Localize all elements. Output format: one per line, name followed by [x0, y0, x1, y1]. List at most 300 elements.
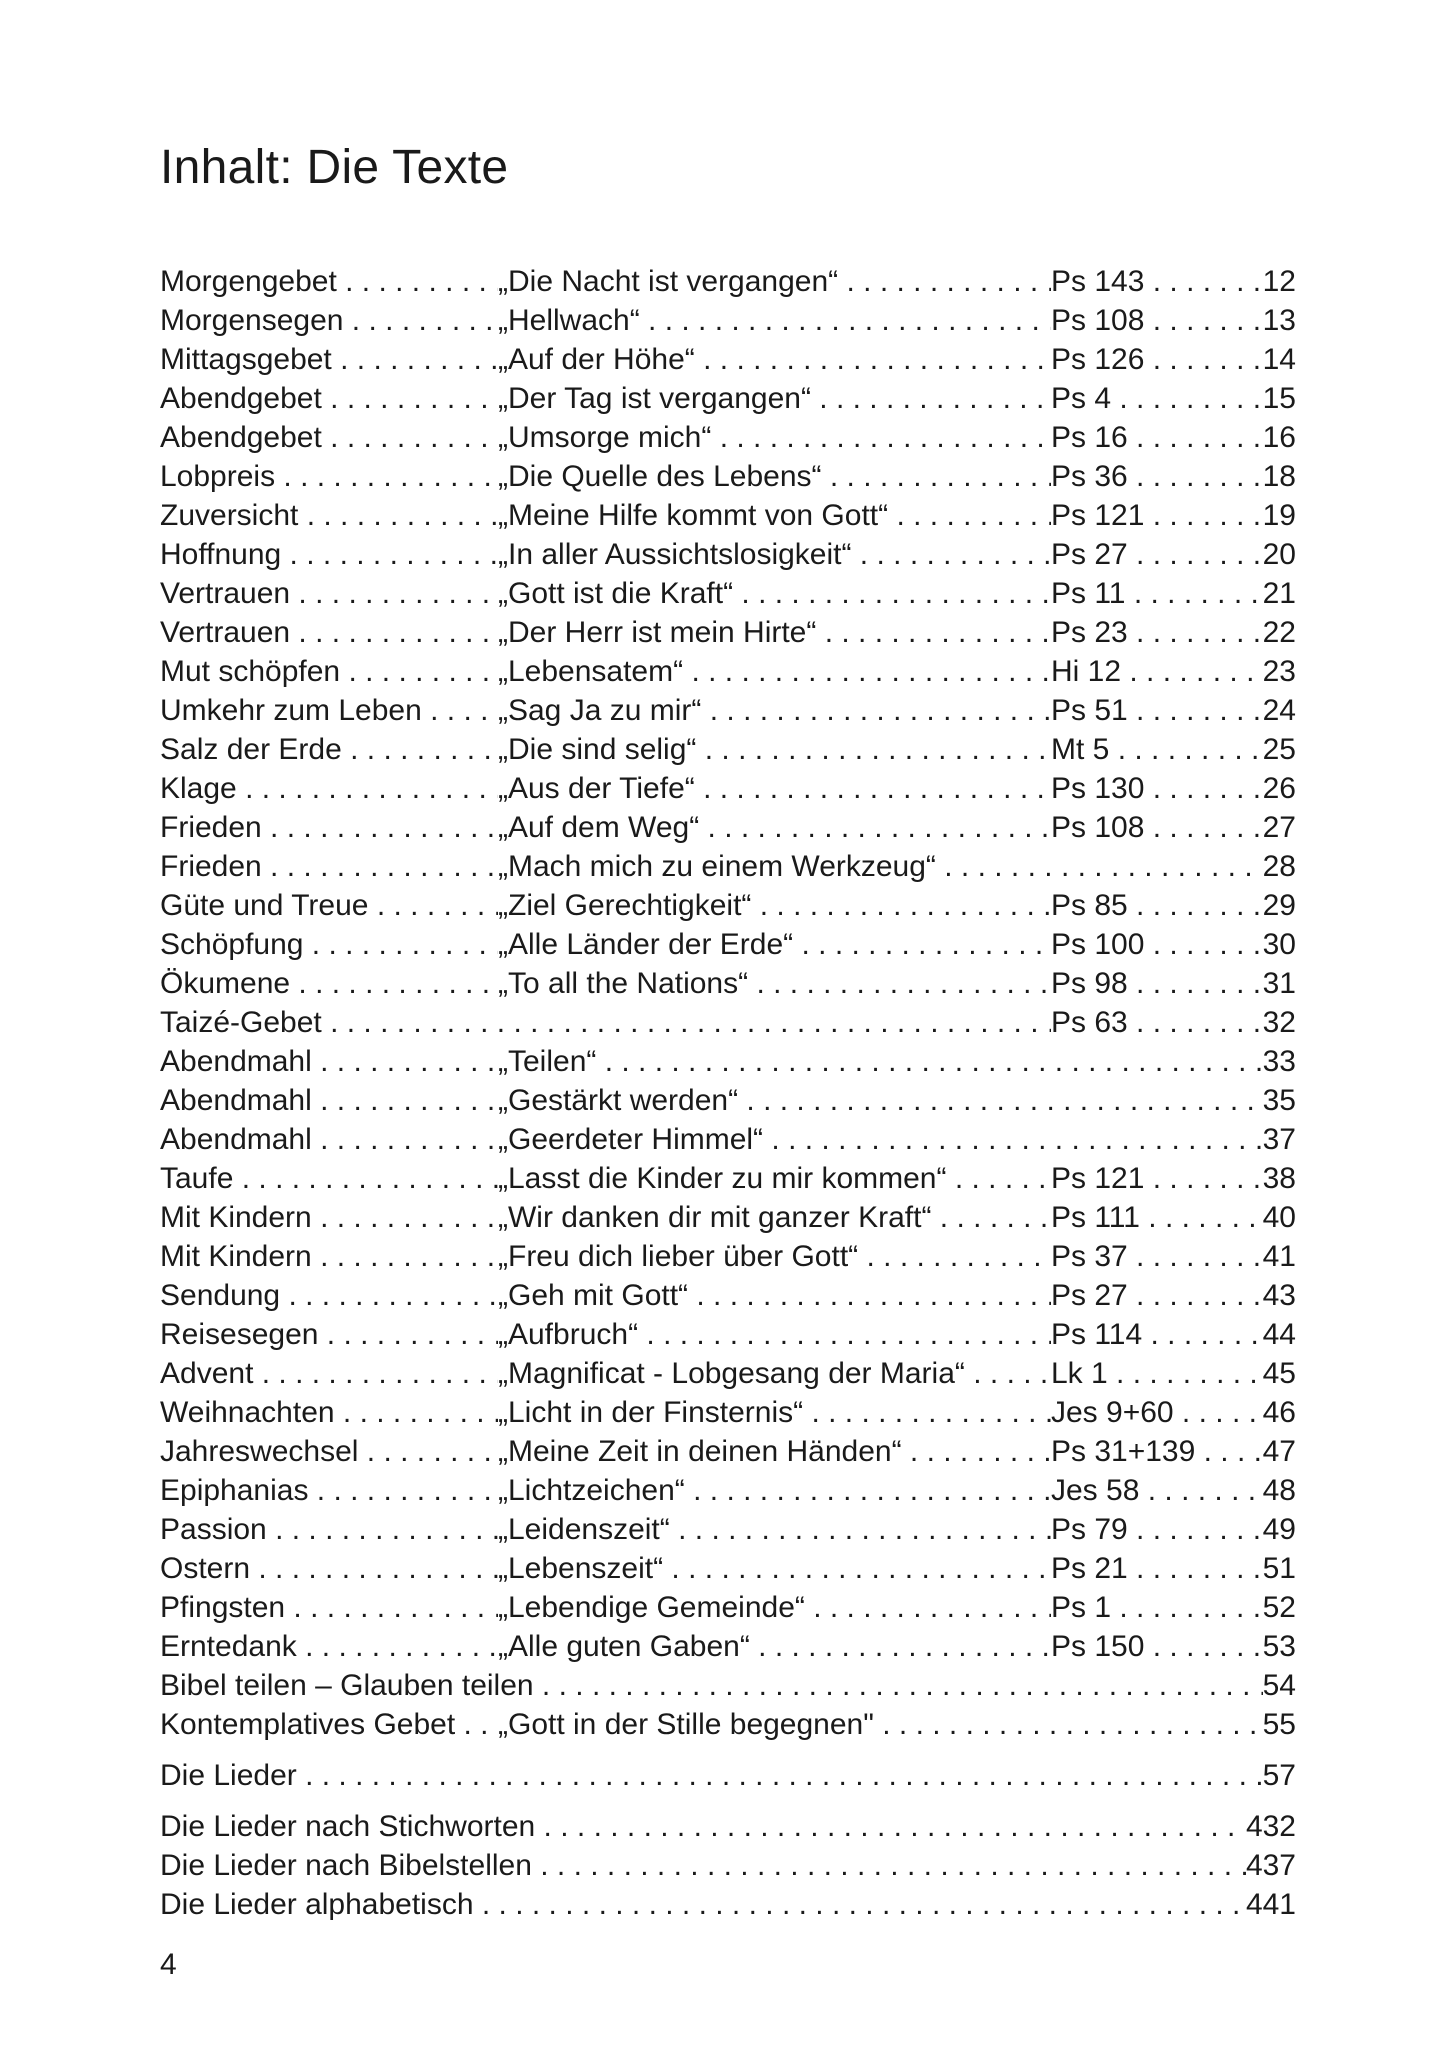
entry-page: 19 — [1262, 499, 1296, 532]
toc-column — [1051, 1354, 1263, 1393]
entry-topic: Umkehr zum Leben . . . — [160, 691, 498, 730]
entry-reference: Ps 114 . . . — [1051, 1315, 1263, 1354]
entry-page: 23 — [1262, 655, 1296, 688]
entry-topic: Mit Kindern . . . — [160, 1237, 498, 1276]
entry-topic: Schöpfung . . . — [160, 925, 498, 964]
toc-entry — [160, 301, 1296, 340]
entry-page: 49 — [1262, 1513, 1296, 1546]
toc-entry — [160, 1705, 1296, 1744]
entry-reference: Ps 23 . . . — [1051, 613, 1263, 652]
toc-column — [160, 613, 498, 652]
entry-reference: Hi 12 . . . — [1051, 652, 1263, 691]
entry-topic: Die Lieder nach Bibelstellen . . . — [160, 1846, 1246, 1885]
toc-column — [1051, 418, 1263, 457]
entry-text: „Meine Hilfe kommt von Gott“ . . . — [498, 496, 1051, 535]
toc-column — [1051, 340, 1263, 379]
entry-topic: Ostern . . . — [160, 1549, 498, 1588]
entry-topic: Hoffnung . . . — [160, 535, 498, 574]
toc-column — [160, 1627, 498, 1666]
toc-column — [498, 1510, 1051, 1549]
entry-page: 53 — [1262, 1630, 1296, 1663]
toc-column — [498, 691, 1051, 730]
toc-column — [160, 808, 498, 847]
entry-topic: Advent . . . — [160, 1354, 498, 1393]
entry-reference: Ps 121 . . . — [1051, 1159, 1263, 1198]
toc-entry — [160, 1549, 1296, 1588]
toc-column — [498, 964, 1051, 1003]
entry-text: „Ziel Gerechtigkeit“ . . . — [498, 886, 1051, 925]
entry-text: „Alle guten Gaben“ . . . — [498, 1627, 1051, 1666]
entry-topic: Die Lieder . . . — [160, 1756, 1263, 1795]
entry-reference: Ps 27 . . . — [1051, 1276, 1263, 1315]
entry-text: „Der Herr ist mein Hirte“ . . . — [498, 613, 1051, 652]
entry-topic: Jahreswechsel . . . — [160, 1432, 498, 1471]
toc-column — [160, 379, 498, 418]
entry-page: 30 — [1262, 928, 1296, 961]
toc-column — [160, 1276, 498, 1315]
toc-column — [498, 1159, 1051, 1198]
entry-page: 54 — [1262, 1669, 1296, 1702]
toc-column — [498, 262, 1051, 301]
toc-column — [160, 418, 498, 457]
entry-text: „Auf der Höhe“ . . . — [498, 340, 1051, 379]
entry-reference: Ps 63 . . . — [1051, 1003, 1263, 1042]
toc-entry — [160, 1885, 1296, 1924]
entry-topic: Weihnachten . . . — [160, 1393, 498, 1432]
toc-column — [1051, 1159, 1263, 1198]
entry-page: 44 — [1262, 1318, 1296, 1351]
toc-column — [160, 769, 498, 808]
toc-entry — [160, 340, 1296, 379]
toc-column — [498, 1120, 1263, 1159]
entry-reference: Ps 11 . . . — [1051, 574, 1263, 613]
toc-entry — [160, 1042, 1296, 1081]
entry-reference: Ps 51 . . . — [1051, 691, 1263, 730]
entry-page: 47 — [1262, 1435, 1296, 1468]
toc-entry — [160, 1807, 1296, 1846]
entry-page: 37 — [1262, 1123, 1296, 1156]
toc-column — [160, 1549, 498, 1588]
toc-entry — [160, 535, 1296, 574]
toc-column — [498, 1354, 1051, 1393]
entry-page: 14 — [1262, 343, 1296, 376]
entry-topic: Mut schöpfen . . . — [160, 652, 498, 691]
toc-column — [1051, 886, 1263, 925]
entry-topic: Abendmahl . . . — [160, 1042, 498, 1081]
entry-page: 27 — [1262, 811, 1296, 844]
toc-column — [160, 1315, 498, 1354]
entry-topic: Bibel teilen – Glauben teilen . . . — [160, 1666, 1263, 1705]
toc-column — [1051, 730, 1263, 769]
entry-topic: Sendung . . . — [160, 1276, 498, 1315]
entry-topic: Erntedank . . . — [160, 1627, 498, 1666]
toc-column — [1051, 808, 1263, 847]
toc-entry — [160, 1354, 1296, 1393]
toc-column — [1051, 1315, 1263, 1354]
toc-column — [498, 496, 1051, 535]
toc-entry — [160, 1588, 1296, 1627]
entry-text: „Die Nacht ist vergangen“ . . . — [498, 262, 1051, 301]
entry-reference: Ps 85 . . . — [1051, 886, 1263, 925]
entry-text: „Alle Länder der Erde“ . . . — [498, 925, 1051, 964]
toc-column — [160, 496, 498, 535]
toc-entry — [160, 496, 1296, 535]
toc-column — [498, 1705, 1263, 1744]
toc-column — [1051, 1198, 1263, 1237]
toc-column — [160, 574, 498, 613]
toc-column — [498, 1315, 1051, 1354]
toc-column — [1051, 1510, 1263, 1549]
toc-column — [1051, 262, 1263, 301]
entry-reference: Ps 126 . . . — [1051, 340, 1263, 379]
toc-column — [160, 964, 498, 1003]
toc-column — [498, 730, 1051, 769]
toc-column — [498, 1549, 1051, 1588]
entry-page: 46 — [1262, 1396, 1296, 1429]
entry-page: 21 — [1262, 577, 1296, 610]
entry-text: „In aller Aussichtslosigkeit“ . . . — [498, 535, 1051, 574]
entry-topic: Reisesegen . . . — [160, 1315, 498, 1354]
toc-entry — [160, 964, 1296, 1003]
page-title: Inhalt: Die Texte — [160, 141, 509, 194]
entry-text: „Lebensatem“ . . . — [498, 652, 1051, 691]
entry-text: „Lebenszeit“ . . . — [498, 1549, 1051, 1588]
entry-page: 13 — [1262, 304, 1296, 337]
toc-column — [160, 1666, 1263, 1705]
entry-topic: Taufe . . . — [160, 1159, 498, 1198]
toc-column — [160, 262, 498, 301]
toc-column — [1051, 652, 1263, 691]
toc-entry — [160, 691, 1296, 730]
entry-page: 432 — [1245, 1810, 1296, 1843]
entry-topic: Morgengebet . . . — [160, 262, 498, 301]
entry-reference: Ps 143 . . . — [1051, 262, 1263, 301]
toc-column — [1051, 613, 1263, 652]
toc-column — [160, 1237, 498, 1276]
toc-column — [498, 613, 1051, 652]
entry-text: „Die sind selig“ . . . — [498, 730, 1051, 769]
entry-page: 29 — [1262, 889, 1296, 922]
toc-column — [160, 1081, 498, 1120]
toc-column — [160, 925, 498, 964]
toc-column — [498, 535, 1051, 574]
entry-topic: Morgensegen . . . — [160, 301, 498, 340]
toc-column — [160, 457, 498, 496]
entry-page: 45 — [1262, 1357, 1296, 1390]
entry-text: „Lebendige Gemeinde“ . . . — [498, 1588, 1051, 1627]
entry-topic: Pfingsten . . . — [160, 1588, 498, 1627]
entry-reference: Ps 4 . . . — [1051, 379, 1263, 418]
toc-column — [498, 808, 1051, 847]
entry-reference: Ps 1 . . . — [1051, 1588, 1263, 1627]
toc-column — [160, 1885, 1246, 1924]
entry-topic: Frieden . . . — [160, 847, 498, 886]
toc-entry — [160, 1432, 1296, 1471]
toc-column — [1051, 1471, 1263, 1510]
toc-column — [160, 1198, 498, 1237]
toc-column — [498, 1042, 1263, 1081]
toc-column — [498, 1432, 1051, 1471]
entry-text: „Die Quelle des Lebens“ . . . — [498, 457, 1051, 496]
entry-text: „Wir danken dir mit ganzer Kraft“ . . . — [498, 1198, 1051, 1237]
toc-column — [498, 1627, 1051, 1666]
toc-column — [498, 652, 1051, 691]
toc-column — [160, 340, 498, 379]
toc-column — [498, 769, 1051, 808]
entry-page: 32 — [1262, 1006, 1296, 1039]
entry-reference: Lk 1 . . . — [1051, 1354, 1263, 1393]
toc-entry — [160, 847, 1296, 886]
entry-page: 33 — [1262, 1045, 1296, 1078]
toc-entry — [160, 1393, 1296, 1432]
toc-column — [498, 925, 1051, 964]
toc-column — [160, 886, 498, 925]
entry-topic: Abendgebet . . . — [160, 379, 498, 418]
entry-page: 16 — [1262, 421, 1296, 454]
entry-reference: Ps 98 . . . — [1051, 964, 1263, 1003]
entry-page: 15 — [1262, 382, 1296, 415]
toc-column — [498, 574, 1051, 613]
entry-topic: Die Lieder alphabetisch . . . — [160, 1885, 1246, 1924]
toc-entry — [160, 1315, 1296, 1354]
toc-entry — [160, 1159, 1296, 1198]
toc-column — [160, 1510, 498, 1549]
toc-column — [1051, 964, 1263, 1003]
toc-column — [498, 1393, 1051, 1432]
entry-topic: Güte und Treue . . . — [160, 886, 498, 925]
entry-text: „Meine Zeit in deinen Händen“ . . . — [498, 1432, 1051, 1471]
entry-topic: Zuversicht . . . — [160, 496, 498, 535]
entry-text: „Auf dem Weg“ . . . — [498, 808, 1051, 847]
entry-topic: Abendgebet . . . — [160, 418, 498, 457]
entry-reference: Ps 31+139 . . . — [1051, 1432, 1263, 1471]
toc-column — [1051, 1588, 1263, 1627]
toc-entry — [160, 1237, 1296, 1276]
entry-text: „Der Tag ist vergangen“ . . . — [498, 379, 1051, 418]
toc-column — [160, 1705, 498, 1744]
toc-entry — [160, 1081, 1296, 1120]
toc-column — [1051, 457, 1263, 496]
toc-column — [498, 1588, 1051, 1627]
toc-column — [160, 652, 498, 691]
entry-text: „Gott ist die Kraft“ . . . — [498, 574, 1051, 613]
entry-text: „Aus der Tiefe“ . . . — [498, 769, 1051, 808]
toc-column — [1051, 1276, 1263, 1315]
entry-text: „Umsorge mich“ . . . — [498, 418, 1051, 457]
toc-column — [160, 1588, 498, 1627]
entry-page: 48 — [1262, 1474, 1296, 1507]
toc-entry — [160, 808, 1296, 847]
toc-column — [498, 1471, 1051, 1510]
toc-column — [498, 418, 1051, 457]
toc-entry — [160, 1510, 1296, 1549]
entry-reference: Ps 100 . . . — [1051, 925, 1263, 964]
entry-reference: Ps 27 . . . — [1051, 535, 1263, 574]
entry-text: „Freu dich lieber über Gott“ . . . — [498, 1237, 1051, 1276]
toc-column — [160, 1846, 1246, 1885]
toc-entry — [160, 379, 1296, 418]
entry-page: 437 — [1245, 1849, 1296, 1882]
entry-page: 20 — [1262, 538, 1296, 571]
entry-page: 28 — [1262, 850, 1296, 883]
entry-text: „Aufbruch“ . . . — [498, 1315, 1051, 1354]
toc-column — [1051, 925, 1263, 964]
toc-column — [498, 1237, 1051, 1276]
entry-page: 35 — [1262, 1084, 1296, 1117]
toc-column — [1051, 1393, 1263, 1432]
toc-column — [1051, 1549, 1263, 1588]
toc-entry — [160, 1666, 1296, 1705]
entry-text: „Gott in der Stille begegnen" . . . — [498, 1705, 1263, 1744]
entry-topic: Taizé-Gebet . . . — [160, 1003, 1051, 1042]
toc-column — [498, 379, 1051, 418]
toc-column — [498, 1198, 1051, 1237]
entry-topic: Vertrauen . . . — [160, 613, 498, 652]
entry-topic: Salz der Erde . . . — [160, 730, 498, 769]
toc-column — [160, 847, 498, 886]
entry-reference: Mt 5 . . . — [1051, 730, 1263, 769]
entry-reference: Ps 108 . . . — [1051, 301, 1263, 340]
toc-entry — [160, 1627, 1296, 1666]
toc-entry — [160, 652, 1296, 691]
toc-column — [160, 691, 498, 730]
entry-page: 12 — [1262, 265, 1296, 298]
toc-entry — [160, 574, 1296, 613]
entry-topic: Vertrauen . . . — [160, 574, 498, 613]
toc-entry — [160, 886, 1296, 925]
toc-entry — [160, 1846, 1296, 1885]
toc-column — [1051, 535, 1263, 574]
toc-entry — [160, 1003, 1296, 1042]
toc-entry — [160, 1198, 1296, 1237]
entry-text: „Hellwach“ . . . — [498, 301, 1051, 340]
entry-reference: Ps 108 . . . — [1051, 808, 1263, 847]
entry-text: „Geh mit Gott“ . . . — [498, 1276, 1051, 1315]
entry-text: „Mach mich zu einem Werkzeug“ . . . — [498, 847, 1263, 886]
toc-column — [160, 1807, 1246, 1846]
entry-page: 18 — [1262, 460, 1296, 493]
toc-column — [160, 1042, 498, 1081]
entry-topic: Lobpreis . . . — [160, 457, 498, 496]
entry-text: „Teilen“ . . . — [498, 1042, 1263, 1081]
toc-column — [160, 535, 498, 574]
entry-topic: Die Lieder nach Stichworten . . . — [160, 1807, 1246, 1846]
entry-page: 26 — [1262, 772, 1296, 805]
toc-entry — [160, 613, 1296, 652]
entry-text: „Lasst die Kinder zu mir kommen“ . . . — [498, 1159, 1051, 1198]
toc-column — [498, 1081, 1263, 1120]
entry-page: 57 — [1262, 1759, 1296, 1792]
toc-column — [1051, 1237, 1263, 1276]
entry-page: 441 — [1245, 1888, 1296, 1921]
entry-page: 52 — [1262, 1591, 1296, 1624]
toc-column — [160, 1354, 498, 1393]
entry-text: „Geerdeter Himmel“ . . . — [498, 1120, 1263, 1159]
toc-entry — [160, 1120, 1296, 1159]
toc-column — [1051, 496, 1263, 535]
entry-reference: Ps 130 . . . — [1051, 769, 1263, 808]
entry-reference: Ps 16 . . . — [1051, 418, 1263, 457]
entry-page: 31 — [1262, 967, 1296, 1000]
entry-topic: Klage . . . — [160, 769, 498, 808]
entry-text: „To all the Nations“ . . . — [498, 964, 1051, 1003]
entry-text: „Gestärkt werden“ . . . — [498, 1081, 1263, 1120]
toc-column — [160, 1756, 1263, 1795]
table-of-contents — [160, 262, 1296, 1924]
toc-entry — [160, 457, 1296, 496]
entry-topic: Mit Kindern . . . — [160, 1198, 498, 1237]
toc-column — [1051, 574, 1263, 613]
entry-page: 25 — [1262, 733, 1296, 766]
toc-column — [1051, 769, 1263, 808]
entry-reference: Jes 9+60 . . . — [1051, 1393, 1263, 1432]
entry-reference: Ps 21 . . . — [1051, 1549, 1263, 1588]
toc-column — [498, 340, 1051, 379]
entry-reference: Ps 37 . . . — [1051, 1237, 1263, 1276]
toc-column — [160, 730, 498, 769]
toc-column — [1051, 301, 1263, 340]
toc-entry — [160, 925, 1296, 964]
entry-topic: Abendmahl . . . — [160, 1081, 498, 1120]
entry-reference: Ps 150 . . . — [1051, 1627, 1263, 1666]
toc-column — [1051, 1432, 1263, 1471]
toc-column — [498, 457, 1051, 496]
toc-entry — [160, 1756, 1296, 1795]
entry-topic: Mittagsgebet . . . — [160, 340, 498, 379]
toc-column — [498, 886, 1051, 925]
entry-reference: Ps 121 . . . — [1051, 496, 1263, 535]
toc-column — [160, 1471, 498, 1510]
toc-column — [160, 1393, 498, 1432]
toc-column — [1051, 691, 1263, 730]
entry-reference: Ps 79 . . . — [1051, 1510, 1263, 1549]
entry-text: „Sag Ja zu mir“ . . . — [498, 691, 1051, 730]
toc-column — [160, 1003, 1051, 1042]
entry-text: „Lichtzeichen“ . . . — [498, 1471, 1051, 1510]
toc-column — [1051, 379, 1263, 418]
entry-reference: Ps 36 . . . — [1051, 457, 1263, 496]
entry-page: 41 — [1262, 1240, 1296, 1273]
toc-entry — [160, 1276, 1296, 1315]
entry-page: 24 — [1262, 694, 1296, 727]
entry-page: 38 — [1262, 1162, 1296, 1195]
entry-topic: Passion . . . — [160, 1510, 498, 1549]
toc-column — [160, 301, 498, 340]
toc-entry — [160, 769, 1296, 808]
entry-topic: Kontemplatives Gebet . . . — [160, 1705, 498, 1744]
page-number: 4 — [160, 1948, 177, 1981]
entry-page: 55 — [1262, 1708, 1296, 1741]
toc-column — [498, 301, 1051, 340]
toc-entry — [160, 730, 1296, 769]
toc-column — [498, 1276, 1051, 1315]
entry-page: 22 — [1262, 616, 1296, 649]
entry-topic: Ökumene . . . — [160, 964, 498, 1003]
entry-topic: Epiphanias . . . — [160, 1471, 498, 1510]
entry-reference: Jes 58 . . . — [1051, 1471, 1263, 1510]
toc-entry — [160, 418, 1296, 457]
toc-column — [160, 1432, 498, 1471]
entry-page: 43 — [1262, 1279, 1296, 1312]
entry-topic: Abendmahl . . . — [160, 1120, 498, 1159]
entry-text: „Magnificat - Lobgesang der Maria“ . . . — [498, 1354, 1051, 1393]
entry-reference: Ps 111 . . . — [1051, 1198, 1263, 1237]
entry-topic: Frieden . . . — [160, 808, 498, 847]
toc-entry — [160, 1471, 1296, 1510]
entry-page: 40 — [1262, 1201, 1296, 1234]
toc-column — [160, 1159, 498, 1198]
toc-column — [1051, 1003, 1263, 1042]
